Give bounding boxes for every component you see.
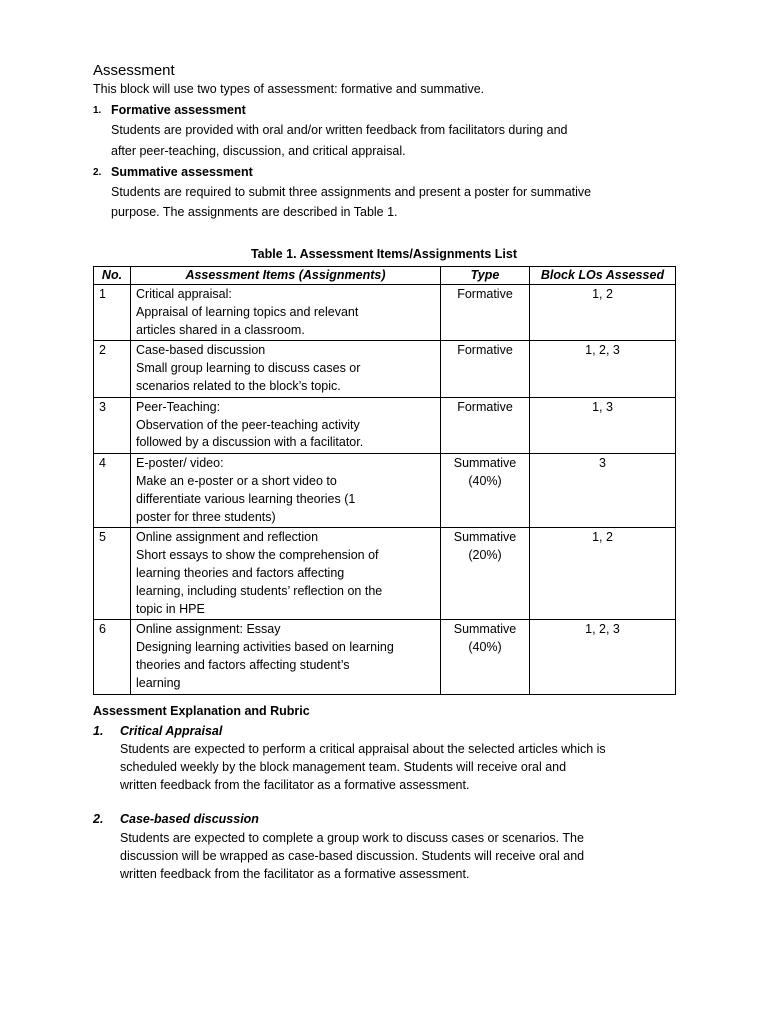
- table-row: [94, 397, 676, 453]
- rubric-text-line: Students are expected to complete a group work to discuss cases or scenarios. The: [120, 831, 584, 845]
- cell-type: [441, 285, 530, 341]
- cell-item-line: poster for three students): [136, 509, 276, 524]
- cell-item-line: Peer-Teaching:: [136, 399, 221, 414]
- cell-item: [131, 397, 441, 453]
- rubric-item-title: Critical Appraisal: [120, 724, 223, 738]
- cell-type-line: Formative: [457, 287, 513, 301]
- cell-type: [441, 454, 530, 528]
- summative-text-line: Students are required to submit three assignments and present a poster for summative: [111, 185, 592, 199]
- cell-no: 4: [94, 454, 131, 528]
- cell-item-line: Critical appraisal:: [136, 287, 232, 301]
- header-items: Assessment Items (Assignments): [131, 267, 441, 285]
- cell-los: 1, 2: [530, 528, 676, 620]
- cell-type-line: Summative: [453, 530, 517, 545]
- summative-text-line: purpose. The assignments are described in Table 1.: [111, 205, 398, 219]
- cell-los: 3: [530, 454, 676, 528]
- table-header-row: [94, 267, 676, 285]
- cell-type-line: Formative: [457, 399, 513, 414]
- rubric-text-line: written feedback from the facilitator as a formative assessment.: [120, 778, 470, 792]
- cell-item-line: topic in HPE: [136, 601, 205, 616]
- cell-item-line: Case-based discussion: [136, 343, 266, 358]
- cell-type-line: (40%): [468, 640, 502, 655]
- cell-no: 6: [94, 620, 131, 694]
- cell-item-line: learning, including students’ reflection on the: [136, 583, 383, 598]
- header-type: Type: [441, 267, 530, 285]
- cell-type: [441, 397, 530, 453]
- table-row: [94, 341, 676, 397]
- table-row: [94, 285, 676, 341]
- cell-item-line: scenarios related to the block’s topic.: [136, 378, 341, 393]
- cell-item-line: learning: [136, 675, 181, 690]
- cell-item-line: Designing learning activities based on learning: [136, 640, 394, 655]
- formative-title: Formative assessment: [111, 103, 246, 117]
- rubric-text-line: written feedback from the facilitator as a formative assessment.: [120, 867, 470, 881]
- cell-item-line: Short essays to show the comprehension of: [136, 548, 379, 563]
- cell-item-line: Small group learning to discuss cases or: [136, 361, 361, 376]
- cell-item-line: learning theories and factors affecting: [136, 565, 345, 580]
- table-body: [94, 285, 676, 695]
- rubric-text-line: discussion will be wrapped as case-based discussion. Students will receive oral and: [120, 849, 585, 863]
- cell-item-line: Make an e-poster or a short video to: [136, 473, 337, 488]
- cell-no: 5: [94, 528, 131, 620]
- table-caption: Table 1. Assessment Items/Assignments List: [250, 247, 518, 261]
- table-row: [94, 454, 676, 528]
- list-number: 1.: [93, 724, 104, 738]
- cell-type-line: Formative: [457, 343, 513, 358]
- header-no: No.: [94, 267, 131, 285]
- list-number: 2.: [93, 812, 104, 826]
- cell-type-line: (20%): [468, 548, 502, 563]
- cell-item-line: theories and factors affecting student’s: [136, 657, 350, 672]
- assessment-table: [93, 266, 676, 695]
- rubric-text-line: Students are expected to perform a critical appraisal about the selected articles which is: [120, 742, 606, 756]
- rubric-heading: Assessment Explanation and Rubric: [93, 704, 310, 718]
- summative-title: Summative assessment: [111, 165, 253, 179]
- cell-item: [131, 341, 441, 397]
- table-row: [94, 620, 676, 694]
- cell-item: [131, 528, 441, 620]
- list-number: 1.: [93, 105, 102, 116]
- list-number: 2.: [93, 167, 102, 178]
- cell-no: 1: [94, 285, 131, 341]
- cell-item-line: Appraisal of learning topics and relevant: [136, 304, 359, 319]
- cell-los: 1, 2, 3: [530, 341, 676, 397]
- cell-los: 1, 2, 3: [530, 620, 676, 694]
- page-title: Assessment: [93, 62, 175, 79]
- cell-los: 1, 2: [530, 285, 676, 341]
- cell-item-line: E-poster/ video:: [136, 456, 224, 471]
- cell-item-line: differentiate various learning theories (1: [136, 491, 356, 506]
- formative-text-line: Students are provided with oral and/or written feedback from facilitators during and: [111, 123, 568, 137]
- cell-no: 2: [94, 341, 131, 397]
- table-row: [94, 528, 676, 620]
- cell-item: [131, 620, 441, 694]
- cell-type-line: (40%): [468, 473, 502, 488]
- cell-item: [131, 285, 441, 341]
- cell-item-line: Observation of the peer-teaching activity: [136, 417, 360, 432]
- rubric-item-title: Case-based discussion: [120, 812, 259, 826]
- cell-item-line: articles shared in a classroom.: [136, 322, 305, 337]
- rubric-text-line: scheduled weekly by the block management team. Students will receive oral and: [120, 760, 567, 774]
- cell-no: 3: [94, 397, 131, 453]
- cell-item-line: Online assignment: Essay: [136, 622, 281, 637]
- formative-text-line: after peer-teaching, discussion, and critical appraisal.: [111, 144, 406, 158]
- cell-los: 1, 3: [530, 397, 676, 453]
- intro-text: This block will use two types of assessment: formative and summative.: [93, 82, 485, 96]
- header-los: Block LOs Assessed: [530, 267, 676, 285]
- cell-item-line: followed by a discussion with a facilitator.: [136, 435, 364, 450]
- cell-type-line: Summative: [453, 622, 517, 637]
- cell-type-line: Summative: [453, 456, 517, 471]
- cell-type: [441, 341, 530, 397]
- cell-item: [131, 454, 441, 528]
- cell-type: [441, 620, 530, 694]
- cell-type: [441, 528, 530, 620]
- cell-item-line: Online assignment and reflection: [136, 530, 319, 545]
